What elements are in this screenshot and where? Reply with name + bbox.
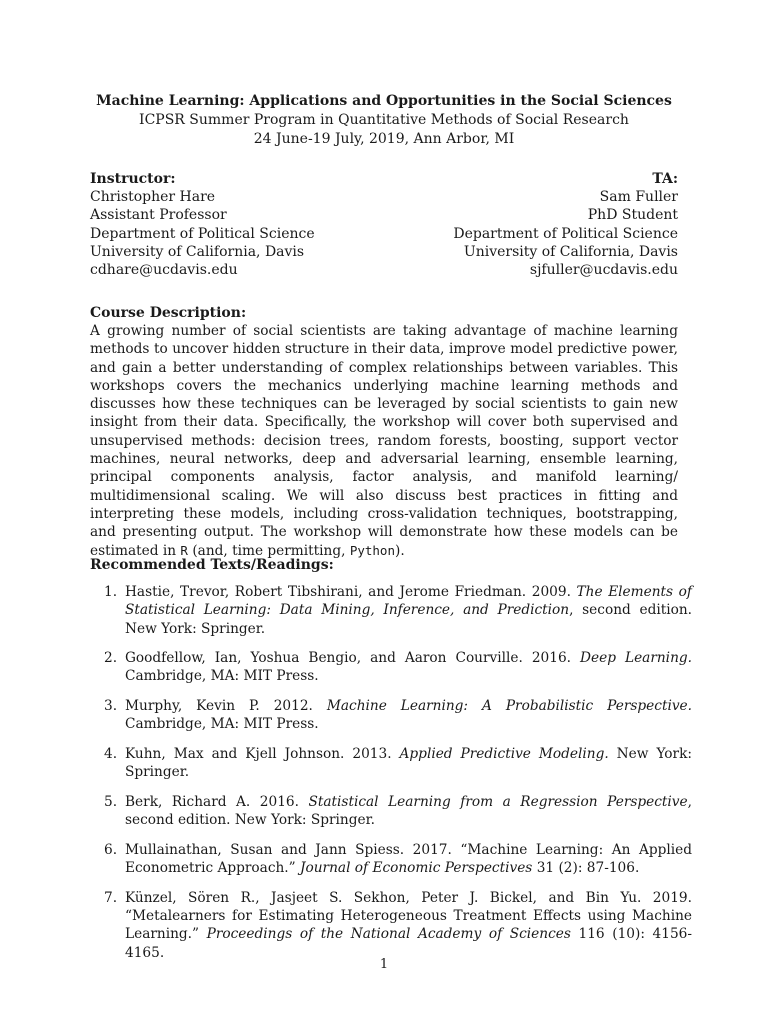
ta-university: University of California, Davis	[463, 243, 678, 260]
reading-publisher: New York: Springer.	[125, 745, 692, 781]
ta-email[interactable]: sjfuller@ucdavis.edu	[529, 262, 678, 279]
ta-position: PhD Student	[587, 207, 678, 224]
python-language: Python	[349, 542, 395, 558]
reading-number: 3.	[104, 698, 118, 715]
instructor-info	[90, 170, 315, 279]
r-language: R	[180, 542, 188, 558]
reading-item	[104, 649, 692, 686]
ta-label: TA:	[652, 171, 678, 187]
course-description-body	[90, 322, 678, 560]
description-between: (and, time permitting,	[192, 542, 346, 559]
instructor-department: Department of Political Science	[90, 225, 315, 242]
reading-number: 7.	[104, 889, 118, 906]
reading-item	[104, 745, 692, 782]
reading-number: 1.	[104, 584, 118, 600]
ta-info	[453, 170, 678, 279]
readings-list	[104, 583, 692, 973]
reading-number: 5.	[104, 793, 118, 810]
reading-authors: Murphy, Kevin P. 2012.	[125, 698, 313, 715]
readings-heading: Recommended Texts/Readings:	[90, 557, 334, 573]
reading-number: 6.	[104, 841, 118, 858]
reading-volume: 31 (2): 87-106.	[536, 860, 640, 877]
instructor-label: Instructor:	[90, 171, 176, 187]
reading-publisher: Cambridge, MA: MIT Press.	[125, 668, 319, 685]
reading-authors: Hastie, Trevor, Robert Tibshirani, and Jerome Friedman. 2009.	[125, 584, 571, 600]
reading-item	[104, 583, 692, 638]
program-name: ICPSR Summer Program in Quantitative Methods of Social Research	[139, 112, 629, 128]
dates-location: 24 June-19 July, 2019, Ann Arbor, MI	[253, 131, 515, 147]
reading-publisher: , second edition. New York: Springer.	[125, 602, 692, 637]
reading-item	[104, 841, 692, 878]
reading-publisher: Cambridge, MA: MIT Press.	[125, 716, 319, 733]
page-number: 1	[379, 957, 389, 972]
instructor-position: Assistant Professor	[90, 207, 227, 224]
reading-item	[104, 889, 692, 962]
reading-authors: Goodfellow, Ian, Yoshua Bengio, and Aaron Courville. 2016.	[125, 650, 572, 667]
course-description-heading: Course Description:	[90, 305, 247, 321]
document-header	[90, 92, 678, 149]
reading-journal: Proceedings of the National Academy of Sciences	[206, 926, 571, 943]
reading-volume: 116 (10): 4156-4165.	[125, 926, 692, 961]
description-end: ).	[394, 542, 405, 559]
reading-title: Deep Learning.	[580, 650, 692, 667]
reading-title: The Elements of Statistical Learning: Data Mining, Inference, and Prediction	[125, 584, 692, 619]
reading-authors: Berk, Richard A. 2016.	[125, 793, 299, 810]
reading-item	[104, 793, 692, 830]
description-text: A growing number of social scientists are taking advantage of machine learning methods to uncover hidden structure in their data, improve model predictive power, and gain a better understanding of complex relationships between variables. This workshops covers the mechanics underlying machine learning methods and discusses how these techniques can be leveraged by social scientists to gain new insight from their data. Specifically, the workshop will cover both supervised and unsupervised methods: decision trees, random forests, boosting, support vector machines, neural networks, deep and adversarial learning, ensemble learning, principal components analysis, factor analysis, and manifold learning/ multidimensional scaling. We will also discuss best practices in fitting and interpreting these models, including cross-validation techniques, bootstrapping, and presenting output. The workshop will demonstrate how these models can be estimated in	[90, 323, 678, 559]
reading-publisher: , second edition. New York: Springer.	[125, 793, 692, 829]
reading-authors: Künzel, Sören R., Jasjeet S. Sekhon, Peter J. Bickel, and Bin Yu. 2019. “Metalearners for Estimating Heterogeneous Treatment Effects using Machine Learning.”	[125, 889, 692, 943]
reading-title: Applied Predictive Modeling.	[399, 745, 609, 762]
reading-authors: Mullainathan, Susan and Jann Spiess. 2017. “Machine Learning: An Applied Econometric Approach.”	[125, 841, 692, 877]
reading-title: Machine Learning: A Probabilistic Perspective.	[326, 698, 692, 715]
staff-block	[90, 170, 678, 280]
instructor-university: University of California, Davis	[90, 243, 305, 260]
reading-title: Statistical Learning from a Regression Perspective	[308, 793, 688, 810]
reading-journal: Journal of Economic Perspectives	[300, 860, 533, 877]
ta-name: Sam Fuller	[599, 189, 678, 206]
course-title: Machine Learning: Applications and Opportunities in the Social Sciences	[96, 93, 672, 109]
instructor-name: Christopher Hare	[90, 189, 216, 206]
reading-number: 4.	[104, 745, 118, 762]
reading-number: 2.	[104, 650, 118, 667]
instructor-email[interactable]: cdhare@ucdavis.edu	[90, 262, 238, 279]
reading-authors: Kuhn, Max and Kjell Johnson. 2013.	[125, 745, 392, 762]
ta-department: Department of Political Science	[453, 225, 678, 242]
reading-item	[104, 697, 692, 734]
